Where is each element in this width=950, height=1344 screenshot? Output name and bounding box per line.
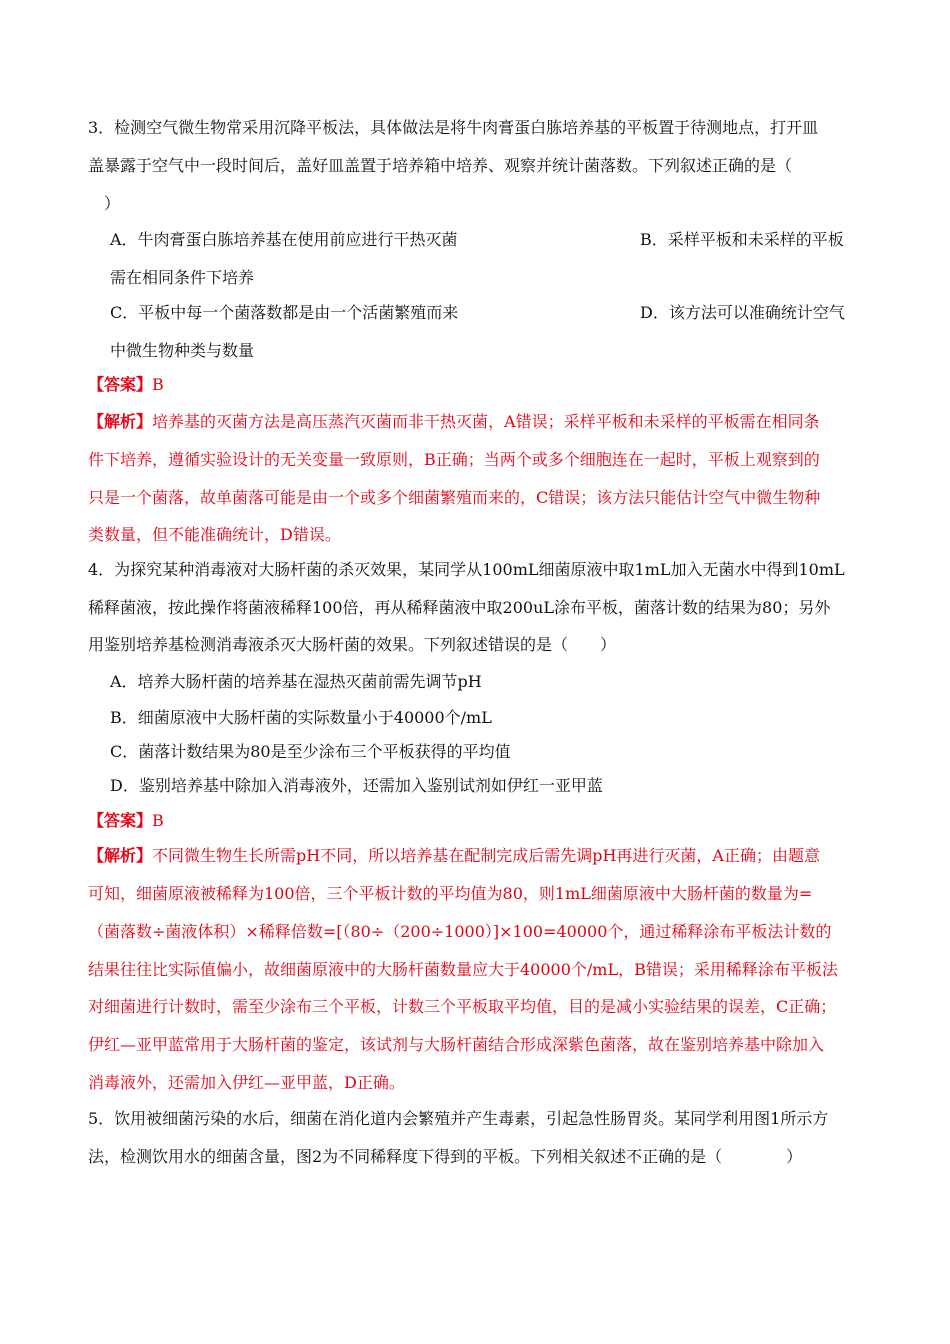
answer-tag: 【答案】 (88, 375, 153, 394)
q4-stem-line-3: 用鉴别培养基检测消毒液杀灭大肠杆菌的效果。下列叙述错误的是（ ） (88, 635, 617, 654)
q5-stem-line-2: 法，检测饮用水的细菌含量，图2为不同稀释度下得到的平板。下列相关叙述不正确的是（ ） (88, 1147, 803, 1166)
q3-stem-line-1: 3．检测空气微生物常采用沉降平板法，具体做法是将牛肉膏蛋白胨培养基的平板置于待测地点，打开皿 (88, 118, 819, 137)
q3-analysis-line-3: 只是一个菌落，故单菌落可能是由一个或多个细菌繁殖而来的，C错误；该方法只能估计空气中微生物种 (88, 488, 821, 507)
analysis-tag: 【解析】 (88, 846, 153, 865)
q4-option-c: C．菌落计数结果为80是至少涂布三个平板获得的平均值 (110, 742, 511, 761)
q4-analysis-line-4: 结果往往比实际值偏小，故细菌原液中的大肠杆菌数量应大于40000个/mL，B错误；采用稀释涂布平板法 (88, 960, 838, 979)
q4-option-b: B．细菌原液中大肠杆菌的实际数量小于40000个/mL (110, 708, 492, 727)
q3-analysis-line-2: 件下培养，遵循实验设计的无关变量一致原则，B正确；当两个或多个细胞连在一起时，平板上观察到的 (88, 450, 820, 469)
q3-option-d: D．该方法可以准确统计空气 (640, 303, 845, 322)
q3-analysis-line-4: 类数量，但不能准确统计，D错误。 (88, 525, 341, 544)
q4-analysis-line-1 (88, 846, 820, 866)
q4-stem-line-1: 4．为探究某种消毒液对大肠杆菌的杀灭效果，某同学从100mL细菌原液中取1mL加入无菌水中得到10mL (88, 560, 845, 579)
q3-analysis-line-1 (88, 412, 820, 432)
q3-answer (88, 375, 164, 395)
answer-tag: 【答案】 (88, 811, 153, 830)
q4-answer (88, 811, 164, 831)
q3-option-a: A．牛肉膏蛋白胨培养基在使用前应进行干热灭菌 (110, 230, 458, 249)
q3-option-b: B．采样平板和未采样的平板 (640, 230, 844, 249)
q3-stem-line-2: 盖暴露于空气中一段时间后，盖好皿盖置于培养箱中培养、观察并统计菌落数。下列叙述正确的是（ (88, 156, 793, 175)
q4-option-a: A．培养大肠杆菌的培养基在湿热灭菌前需先调节pH (110, 672, 482, 691)
q4-analysis-line-2: 可知，细菌原液被稀释为100倍，三个平板计数的平均值为80，则1mL细菌原液中大肠杆菌的数量为= (88, 884, 813, 903)
answer-value: B (152, 375, 164, 394)
q4-analysis-line-6: 伊红—亚甲蓝常用于大肠杆菌的鉴定，该试剂与大肠杆菌结合形成深紫色菌落，故在鉴别培养基中除加入 (88, 1035, 825, 1054)
analysis-tag: 【解析】 (88, 412, 153, 431)
q4-analysis-line-5: 对细菌进行计数时，需至少涂布三个平板，计数三个平板取平均值，目的是减小实验结果的误差，C正确； (88, 997, 837, 1016)
q4-stem-line-2: 稀释菌液，按此操作将菌液稀释100倍，再从稀释菌液中取200uL涂布平板，菌落计数的结果为80；另外 (88, 598, 831, 617)
answer-value: B (152, 811, 164, 830)
q4-option-d: D．鉴别培养基中除加入消毒液外，还需加入鉴别试剂如伊红一亚甲蓝 (110, 776, 603, 795)
q3-option-b-cont: 需在相同条件下培养 (110, 268, 255, 287)
q4-analysis-line-7: 消毒液外，还需加入伊红—亚甲蓝，D正确。 (88, 1073, 405, 1092)
q4-analysis-line-3: （菌落数÷菌液体积）×稀释倍数=[（80÷（200÷1000）]×100=40000个，通过稀释涂布平板法计数的 (88, 922, 832, 941)
q5-stem-line-1: 5．饮用被细菌污染的水后，细菌在消化道内会繁殖并产生毒素，引起急性肠胃炎。某同学利用图1所示方 (88, 1109, 829, 1128)
analysis-text: 培养基的灭菌方法是高压蒸汽灭菌而非干热灭菌，A错误；采样平板和未采样的平板需在相同条 (152, 412, 820, 431)
q3-stem-line-3: ） (104, 194, 121, 213)
q3-option-c: C．平板中每一个菌落数都是由一个活菌繁殖而来 (110, 303, 459, 322)
q3-option-d-cont: 中微生物种类与数量 (110, 341, 255, 360)
analysis-text: 不同微生物生长所需pH不同，所以培养基在配制完成后需先调pH再进行灭菌，A正确；由题意 (152, 846, 820, 865)
